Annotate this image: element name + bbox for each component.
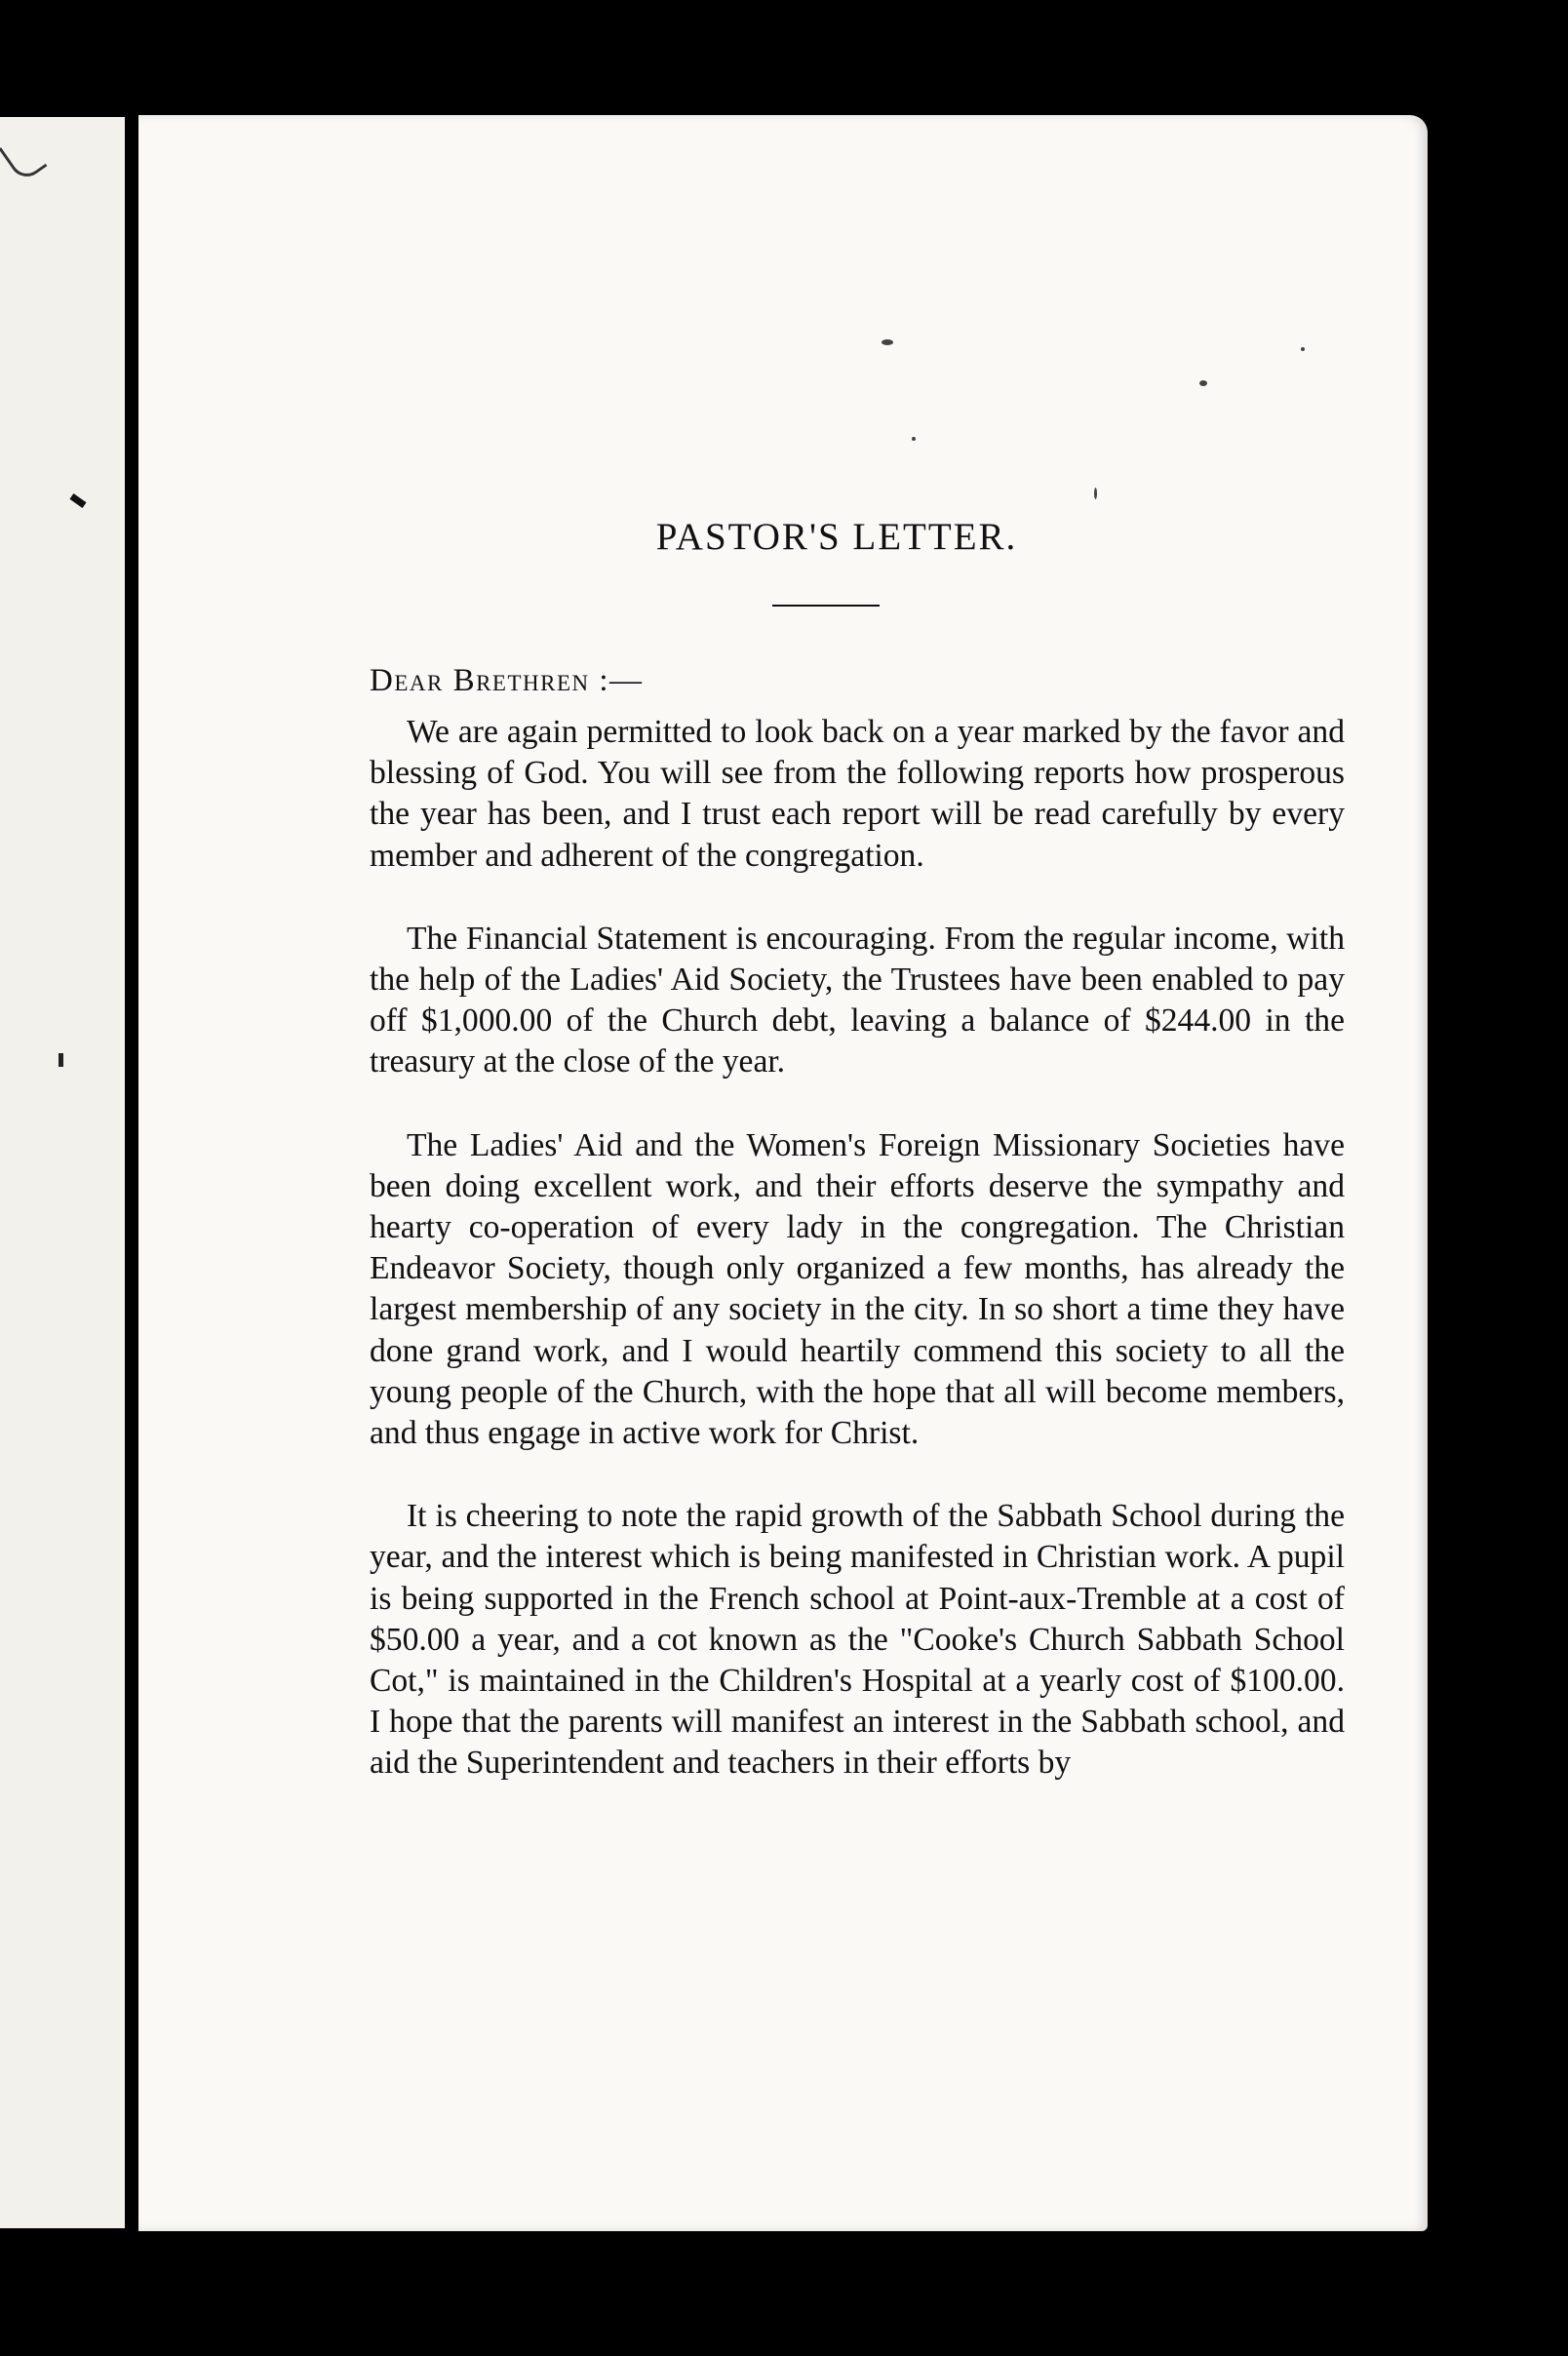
document-page: [138, 115, 1428, 2231]
title-rule: [772, 605, 880, 607]
salutation: Dear Brethren :—: [370, 663, 644, 698]
paragraph: The Ladies' Aid and the Women's Foreign Missionary Societies have been doing excellent work, and their efforts deserve the sympathy and hearty co-operation of every lady in the congregation. The Christian Endeavor Society, though only organized a few months, has already the largest membership of any society in the city. In so short a time they have done grand work, and I would heartily commend this society to all the young people of the Church, with the hope that all will become members, and thus engage in active work for Christ.: [370, 1126, 1345, 1452]
paragraph: It is cheering to note the rapid growth of the Sabbath School during the year, and the interest which is being manifested in Christian work. A pupil is being supported in the French school at Point-aux-Tremble at a cost of $50.00 a year, and a cot known as the "Cooke's Church Sabbath School Cot," is maintained in the Children's Hospital at a yearly cost of $100.00. I hope that the parents will manifest an interest in the Sabbath school, and aid the Superintendent and teachers in their efforts by: [370, 1498, 1345, 1782]
facing-page-edge: [0, 117, 125, 2228]
pencil-mark: [0, 132, 48, 183]
paper-speck: [1301, 347, 1305, 351]
paper-speck: [1199, 380, 1207, 386]
binding-gutter: [125, 107, 138, 2233]
ink-speck: [69, 493, 86, 508]
paragraph: The Financial Statement is encouraging. From the regular income, with the help of the Ladies' Aid Society, the Trustees have been enabled to pay off $1,000.00 of the Church debt, leaving a balance of $244.00 in the treasury at the close of the year.: [370, 920, 1345, 1080]
paragraph: We are again permitted to look back on a year marked by the favor and blessing of God. You will see from the following reports how prosperous the year has been, and I trust each report will be read carefully by every member and adherent of the congregation.: [370, 714, 1345, 874]
paper-speck: [882, 339, 893, 345]
page-title: PASTOR'S LETTER.: [655, 516, 1018, 558]
ink-speck: [59, 1053, 63, 1067]
letter-body: [370, 712, 1345, 1826]
paper-speck: [912, 437, 916, 441]
paper-speck: [1094, 488, 1097, 499]
